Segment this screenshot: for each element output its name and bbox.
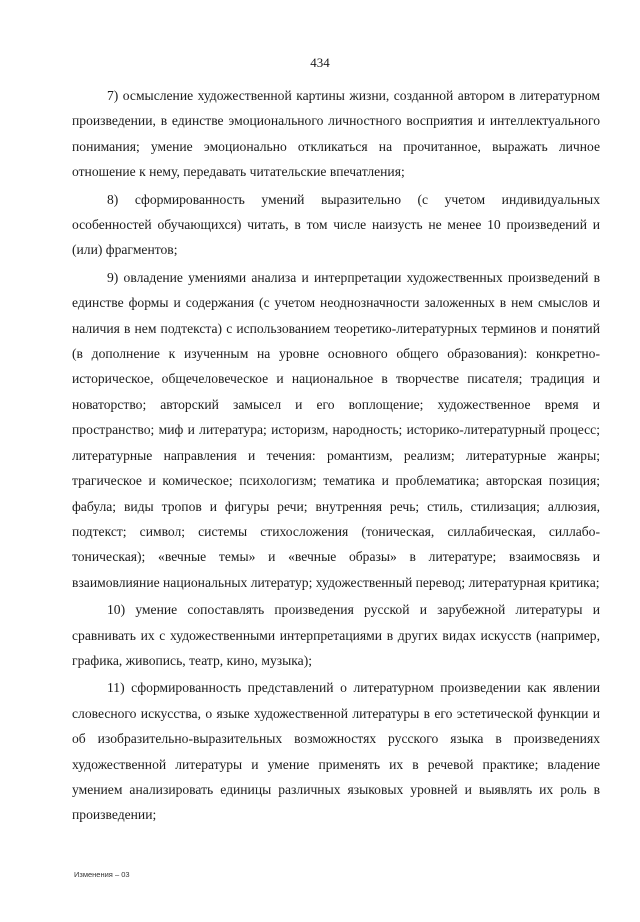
paragraph-item-11: 11) сформированность представлений о литературном произведении как явлении словесного искусства, о языке художественной литературы в его эстетической функции и об изобразительно-выразительных возможностях русского языка в произведениях художественной литературы и умение применять их в речевой практике; владение умением анализировать единицы различных языковых уровней и выявлять их роль в произведении; xyxy=(72,680,600,823)
paragraph-item-9: 9) овладение умениями анализа и интерпретации художественных произведений в единстве формы и содержания (с учетом неоднозначности заложенных в нем смыслов и наличия в нем подтекста) с использованием теоретико-литературных терминов и понятий (в дополнение к изученным на уровне основного общего образования): конкретно-историческое, общечеловеческое и национальное в творчестве писателя; традиция и новаторство; авторский замысел и его воплощение; художественное время и пространство; миф и литература; историзм, народность; историко-литературный процесс; литературные направления и течения: романтизм, реализм; литературные жанры; трагическое и комическое; психологизм; тематика и проблематика; авторская позиция; фабула; виды тропов и фигуры речи; внутренняя речь; стиль, стилизация; аллюзия, подтекст; символ; системы стихосложения (тоническая, силлабическая, силлабо-тоническая); «вечные темы» и «вечные образы» в литературе; взаимосвязь и взаимовлияние национальных литератур; художественный перевод; литературная критика; xyxy=(72,269,600,590)
paragraph-item-10: 10) умение сопоставлять произведения русской и зарубежной литературы и сравнивать их с художественными интерпретациями в других видах искусств (например, графика, живопись, театр, кино, музыка); xyxy=(72,602,600,668)
body-text xyxy=(72,83,600,830)
revision-footer: Изменения – 03 xyxy=(74,870,130,879)
paragraph-item-8: 8) сформированность умений выразительно (с учетом индивидуальных особенностей обучающихся) читать, в том числе наизусть не менее 10 произведений и (или) фрагментов; xyxy=(72,191,600,258)
paragraph-item-7: 7) осмысление художественной картины жизни, созданной автором в литературном произведении, в единстве эмоционального личностного восприятия и интеллектуального понимания; умение эмоционально откликаться на прочитанное, выражать личное отношение к нему, передавать читательские впечатления; xyxy=(72,88,600,180)
page-number: 434 xyxy=(310,55,330,70)
